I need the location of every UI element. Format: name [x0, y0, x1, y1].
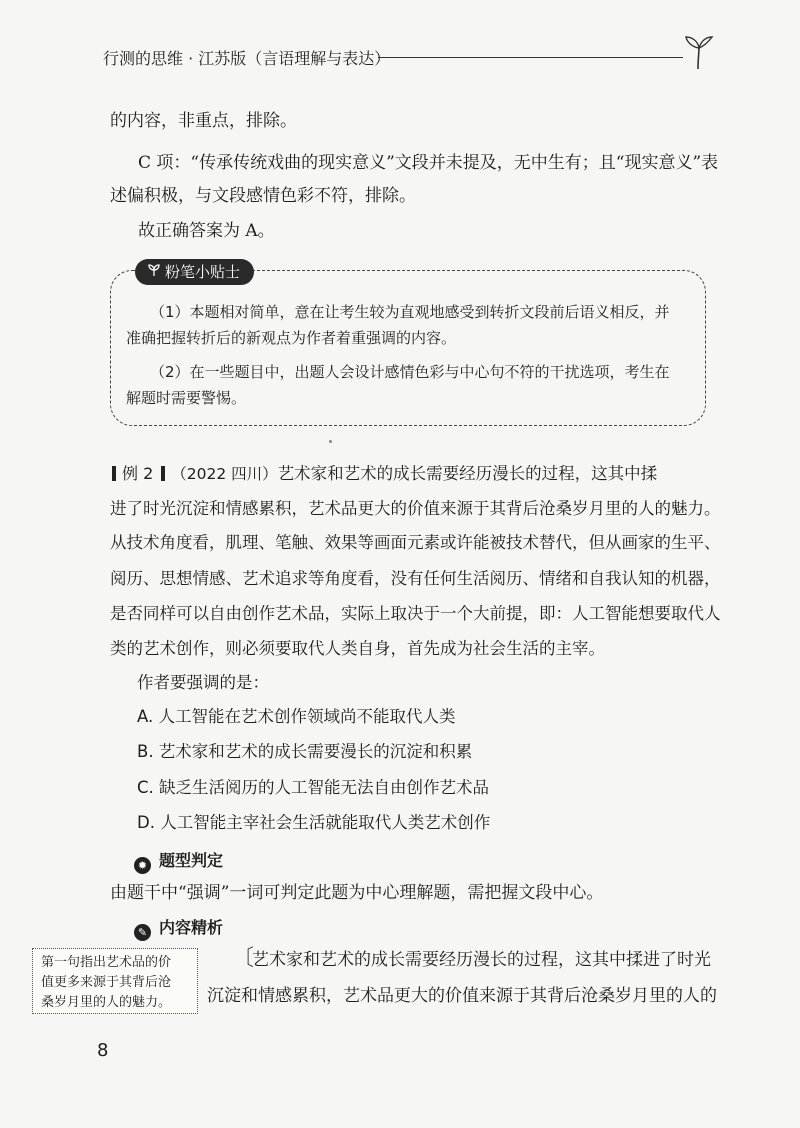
- example-line: 从技术角度看，肌理、笔触、效果等画面元素或许能被技术替代，但从画家的生平、: [110, 533, 721, 552]
- explanation-line: 的内容，非重点，排除。: [110, 111, 297, 131]
- option-c: C. 缺乏生活阅历的人工智能无法自由创作艺术品: [137, 778, 490, 797]
- example-line: 是否同样可以自由创作艺术品，实际上取决于一个大前提，即：人工智能想要取代人: [110, 604, 721, 623]
- answer-line: 故正确答案为 A。: [138, 221, 275, 241]
- example-line: 阅历、思想情感、艺术追求等角度看，没有任何生活阅历、情绪和自我认知的机器，: [110, 569, 721, 588]
- header-rule: [378, 57, 683, 58]
- option-d: D. 人工智能主宰社会生活就能取代人类艺术创作: [137, 813, 491, 832]
- content-line: 沉淀和情感累积，艺术品更大的价值来源于其背后沧桑岁月里的人的: [207, 986, 717, 1006]
- page-number: 8: [97, 1040, 109, 1061]
- running-header: 行测的思维 · 江苏版（言语理解与表达）: [103, 49, 391, 68]
- type-section-text: 由题干中“强调”一词可判定此题为中心理解题，需把握文段中心。: [110, 883, 604, 903]
- tip-line: 准确把握转折后的新观点为作者着重强调的内容。: [126, 329, 457, 347]
- sprout-icon: [682, 33, 716, 71]
- tip-title-text: 粉笔小贴士: [165, 263, 241, 281]
- side-note: [32, 948, 198, 1014]
- example-label: 例 2: [122, 464, 154, 483]
- question-stem: 作者要强调的是：: [137, 673, 269, 692]
- example-bar-left: [112, 466, 116, 481]
- content-line: 艺术家和艺术的成长需要经历漫长的过程，这其中揉进了时光: [252, 950, 711, 970]
- tip-line: （2）在一些题目中，出题人会设计感情色彩与中心句不符的干扰选项，考生在: [150, 363, 670, 381]
- type-section-title: 题型判定: [159, 851, 224, 870]
- example-first-line: [110, 462, 657, 486]
- side-note-line: 第一句指出艺术品的价: [41, 955, 172, 970]
- example-bar-right: [161, 466, 165, 481]
- content-section-heading: [134, 915, 223, 941]
- tip-line: 解题时需要警惕。: [126, 389, 247, 407]
- tip-line: （1）本题相对简单，意在让考生较为直观地感受到转折文段前后语义相反，并: [150, 303, 670, 321]
- option-a: A. 人工智能在艺术创作领域尚不能取代人类: [137, 707, 456, 726]
- tip-title: [135, 259, 254, 285]
- option-b: B. 艺术家和艺术的成长需要漫长的沉淀和积累: [137, 742, 473, 761]
- leaf-icon: [147, 259, 161, 285]
- side-note-line: 值更多来源于其背后沧: [41, 975, 172, 990]
- side-note-line: 桑岁月里的人的魅力。: [41, 995, 172, 1010]
- content-section-title: 内容精析: [159, 918, 224, 937]
- example-line: 类的艺术创作，则必须要取代人类自身，首先成为社会生活的主宰。: [110, 639, 605, 658]
- type-section-heading: [134, 848, 223, 874]
- example-text: 艺术家和艺术的成长需要经历漫长的过程，这其中揉: [277, 464, 658, 483]
- example-line: 进了时光沉淀和情感累积，艺术品更大的价值来源于其背后沧桑岁月里的人的魅力。: [110, 499, 721, 518]
- speck: [329, 440, 332, 443]
- example-source: （2022 四川）: [171, 465, 278, 483]
- explanation-line: C 项：“传承传统戏曲的现实意义”文段并未提及，无中生有；且“现实意义”表: [138, 153, 719, 173]
- compass-icon: ✎: [134, 924, 151, 941]
- explanation-line: 述偏积极，与文段感情色彩不符，排除。: [110, 186, 416, 206]
- gear-icon: ✹: [134, 857, 151, 874]
- bracket-mark: 〔: [232, 946, 255, 971]
